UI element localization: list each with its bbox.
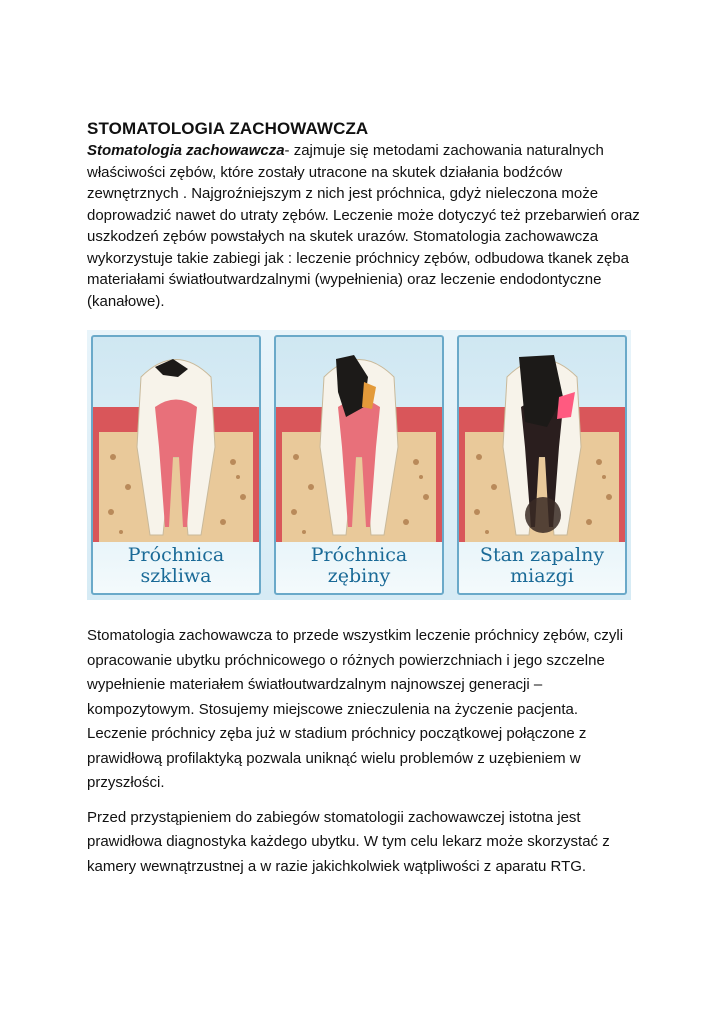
caries-stages-figure <box>87 330 631 600</box>
paragraph-treatment: Stomatologia zachowawcza to przede wszystkim leczenie próchnicy zębów, czyli opracowanie ubytku próchnicowego o różnych powierzchniach i jego szczelne wypełnienie materiałem światłoutwardzalnym najnowszej generacji – kompozytowym. Stosujemy miejscowe znieczulenia na życzenie pacjenta. Leczenie próchnicy zęba już w stadium próchnicy początkowej połączone z prawidłową profilaktyką pozwala uniknąć wielu problemów z uzębieniem w przyszłości. <box>87 627 624 791</box>
intro-text: - zajmuje się metodami zachowania naturalnych właściwości zębów, które zostały utracone na skutek działania bodźców zewnętrznych . Najgroźniejszym z nich jest próchnica, gdyż nieleczona może doprowadzić nawet do utraty zębów. Leczenie może dotyczyć też przebarwień oraz uszkodzeń zębów powstałych na skutek urazów. Stomatologia zachowawcza wykorzystuje takie zabiegi jak : leczenie próchnicy zębów, odbudowa tkanek zęba materiałami światłoutwardzalnymi (wypełnienia) oraz leczenie endodontyczne (kanałowe). <box>87 142 640 310</box>
page-title: STOMATOLOGIA ZACHOWAWCZA <box>87 119 369 138</box>
tooth-pulp-inflammation-illustration <box>459 337 625 542</box>
panel-enamel-caries <box>91 335 261 595</box>
panel-dentin-caries <box>274 335 444 595</box>
document-page <box>87 118 642 875</box>
caption-enamel-caries: Próchnica szkliwa <box>127 544 225 587</box>
caption-pulp-inflammation: Stan zapalny miazgi <box>479 544 605 587</box>
tooth-dentin-caries-illustration <box>276 337 442 542</box>
intro-term: Stomatologia zachowawcza <box>87 142 285 159</box>
tooth-enamel-caries-illustration <box>93 337 259 542</box>
panel-pulp-inflammation <box>457 335 627 595</box>
caption-dentin-caries: Próchnica zębiny <box>310 544 408 587</box>
body-text <box>87 624 642 889</box>
intro-paragraph <box>87 140 642 312</box>
paragraph-diagnostics: Przed przystąpieniem do zabiegów stomatologii zachowawczej istotna jest prawidłowa diagnostyka każdego ubytku. W tym celu lekarz może skorzystać z kamery wewnątrzustnej a w razie jakichkolwiek wątpliwości z aparatu RTG. <box>87 808 610 875</box>
